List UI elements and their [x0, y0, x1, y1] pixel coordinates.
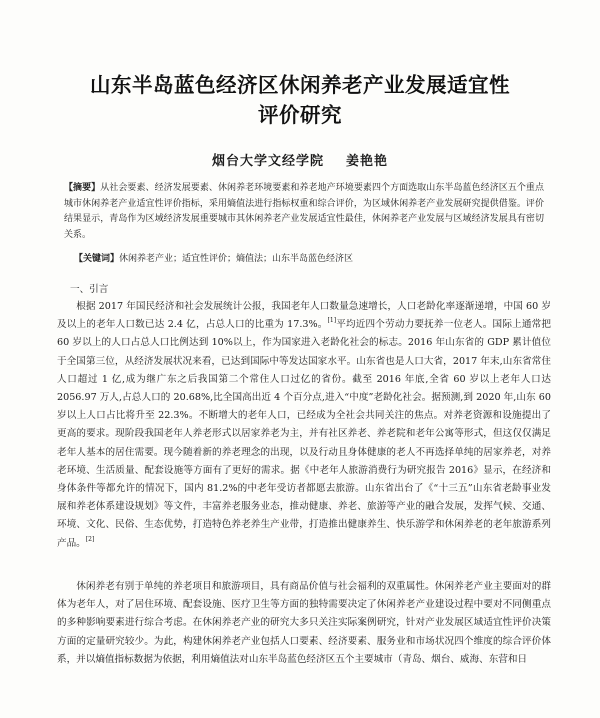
author-name: 姜艳艳 [346, 154, 389, 169]
section-heading: 一、引言 [70, 284, 109, 295]
paragraph-1-text-b: 平均近四个劳动力要抚养一位老人。国际上通常把 60 岁以上的人口占总人口比例达到 10%以上，作为国家进入老龄化社会的标志。2016 年山东省的 GDP 累计值位于全国第三位，从经济发展状况来看，已达到国际中等发达国家水平。山东省也是人口大省，2017 年末,山东省常住人口超过 1 亿,成为继广东之后我国第二个常住人口过亿的省份。截至 2016 年底,全省 60 岁以上老年人口达 2056.97 万人,占总人口的 20.68%,比全国高出近 4 个百分点,进入“中度”老龄化社会。据预测,到 2020 年,山东 60 岁以上人口占比将升至 22.3%。不断增大的老年人口，已经成为全社会共同关注的焦点。对养老资源和设施提出了更高的要求。现阶段我国老年人养老形式以居家养老为主，并有社区养老、养老院和老年公寓等形式，但这仅仅满足老年人基本的居住需要。现今随着新的养老理念的出现，以及行动且身体健康的老人不再选择单纯的居家养老，对养老环境、生活质量、配套设施等方面有了更好的需求。据《中老年人旅游消费行为研究报告 2016》显示，在经济和身体条件等都允许的情况下，国内 81.2%的中老年受访者都愿去旅游。山东省出台了《“十三五”山东省老龄事业发展和养老体系建设规划》等文件，丰富养老服务业态，推动健康、养老、旅游等产业的融合发展，发挥气候、交通、环境、文化、民俗、生态优势，打造特色养老养生产业带，打造推出健康养生、快乐游学和休闲养老的老年旅游系列产品。 [57, 319, 551, 549]
keywords [74, 252, 544, 267]
citation-2: [2] [85, 535, 95, 543]
title-line-2: 评价研究 [258, 103, 342, 127]
title-line-1: 山东半岛蓝色经济区休闲养老产业发展适宜性 [90, 73, 510, 97]
author-line [0, 150, 600, 169]
citation-1: [1] [327, 317, 337, 325]
keywords-text: 休闲养老产业；适宜性评价；熵值法；山东半岛蓝色经济区 [119, 254, 354, 264]
paragraph-2-text: 休闲养老有别于单纯的养老项目和旅游项目，具有商品价值与社会福利的双重属性。休闲养老产业主要面对的群体为老年人，对了居住环境、配套设施、医疗卫生等方面的独特需要决定了休闲养老产业建设过程中要对不同侧重点的多种影响要素进行综合考虑。在休闲养老产业的研究大多只关注实际案例研究，针对产业发展区域适宜性评价决策方面的定量研究较少。为此，构建休闲养老产业包括人口要素、经济要素、服务业和市场状况四个维度的综合评价体系，并以熵值指标数据为依据，利用熵值法对山东半岛蓝色经济区五个主要城市（青岛、烟台、威海、东营和日 [57, 581, 551, 665]
keywords-label: 【关键词】 [74, 254, 120, 264]
body-paragraph-2 [57, 578, 551, 669]
paragraph-1-text-a: 根据 2017 年国民经济和社会发展统计公报，我国老年人口数量急速增长，人口老龄化率逐渐递增，中国 60 岁及以上的老年人口数已达 2.4 亿，占总人口的比重为 17.3%。 [57, 301, 551, 331]
body-paragraph-1 [57, 298, 551, 553]
article-title [40, 70, 560, 130]
abstract [64, 181, 544, 243]
abstract-text: 从社会要素、经济发展要素、休闲养老环境要素和养老地产环境要素四个方面选取山东半岛蓝色经济区五个重点城市休闲养老产业适宜性评价指标，采用熵值法进行指标权重和综合评价，为区域休闲养老产业发展研究提供借鉴。评价结果显示，青岛作为区域经济发展重要城市其休闲养老产业发展适宜性最佳，休闲养老产业发展与区域经济发展具有密切关系。 [64, 183, 544, 240]
author-affiliation: 烟台大学文经学院 [211, 154, 324, 169]
abstract-label: 【摘要】 [64, 183, 101, 193]
